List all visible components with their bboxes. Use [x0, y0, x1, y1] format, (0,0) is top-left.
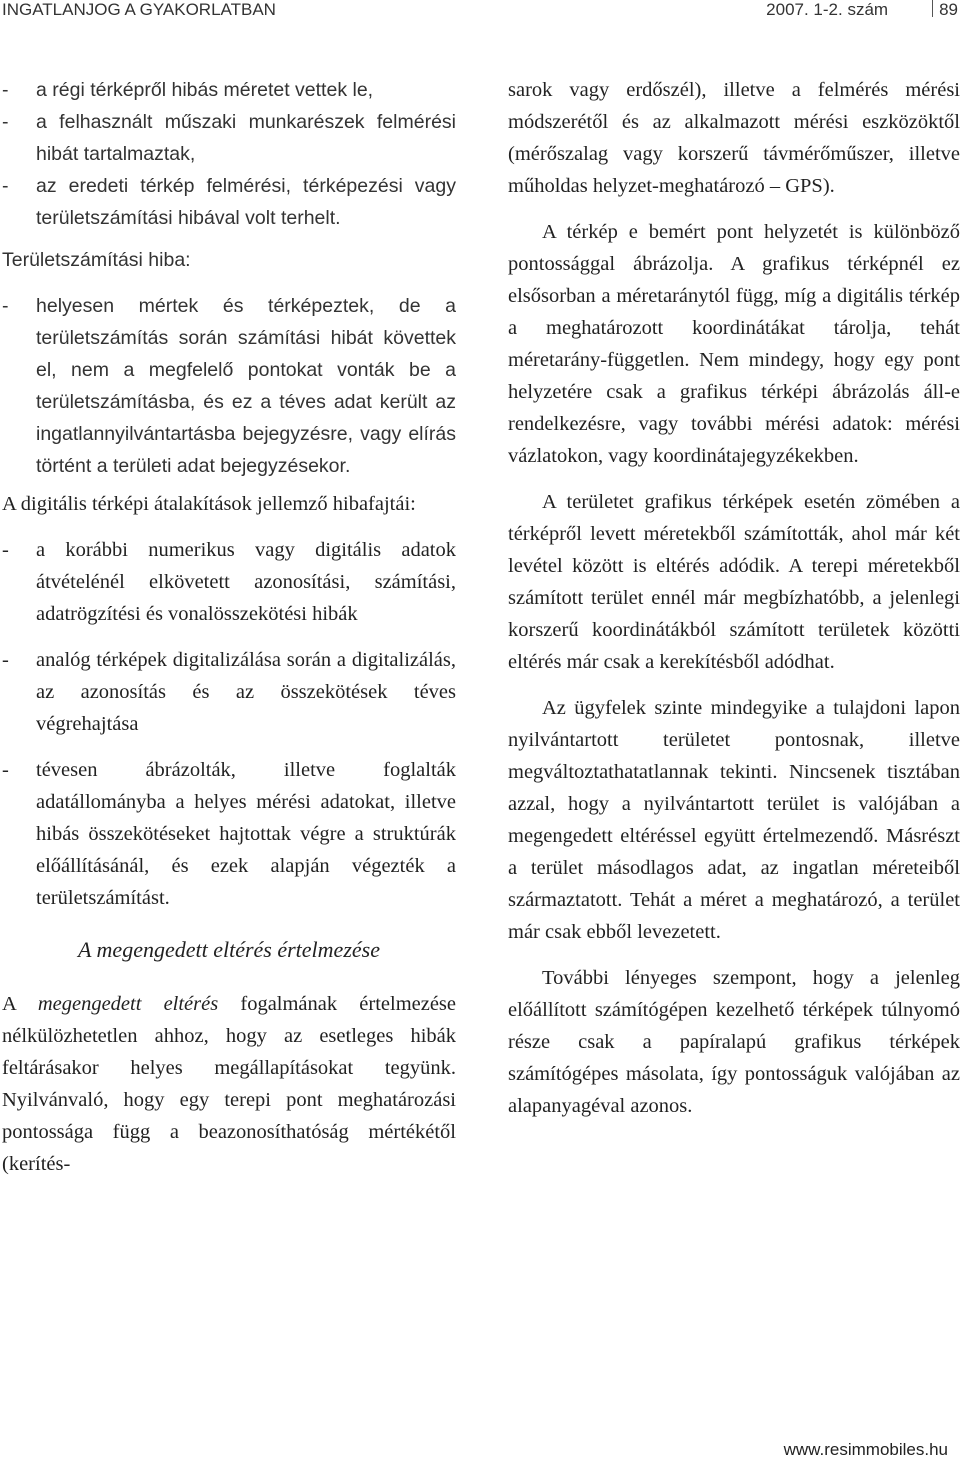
digital-error-list	[2, 534, 456, 914]
paragraph: A területet grafikus térképek esetén zömében a térképről levett méretekből számították, ahol már két levétel között is eltérés adódik. A terepi méretekből számított terület ennél már megbízhatóbb, a jelenlegi korszerű koordinátákból számított területek közötti eltérés már csak a kerekítésből adódhat.	[508, 491, 960, 673]
left-column	[2, 74, 456, 1180]
list-dash: -	[2, 175, 9, 197]
list-dash: -	[2, 79, 9, 101]
section-subheading: A megengedett eltérés értelmezése	[78, 937, 380, 962]
list-item: - az eredeti térkép felmérési, térképezési vagy területszámítási hibával volt terhelt.	[2, 170, 456, 234]
emphasis-term: megengedett eltérés	[37, 993, 219, 1015]
page-number: 89	[939, 0, 958, 19]
list-item: - a korábbi numerikus vagy digitális adatok átvételénél elkövetett azonosítási, számítási, adatrögzítési és vonalösszekötési hibák	[2, 534, 456, 630]
footer-url[interactable]: www.resimmobiles.hu	[783, 1440, 948, 1459]
list-item: - a felhasznált műszaki munkarészek felmérési hibát tartalmaztak,	[2, 106, 456, 170]
section-heading: Területszámítási hiba:	[2, 249, 191, 271]
paragraph: További lényeges szempont, hogy a jelenleg előállított számítógépen kezelhető térképek túlnyomó része csak a papíralapú grafikus térképek számítógépes másolata, így pontosságuk valójában az alapanyagéval azonos.	[508, 967, 960, 1117]
paragraph: A megengedett eltérés fogalmának értelmezése nélkülözhetetlen ahhoz, hogy az esetleges hibák feltárásakor helyes megállapításokat tegyünk. Nyilvánvaló, hogy egy terepi pont meghatározási pontossága függ a beazonosíthatóság mértékétől (kerítés-	[2, 993, 457, 1175]
list-item: - a régi térképről hibás méretet vettek le,	[2, 74, 456, 106]
list-item: - tévesen ábrázolták, illetve foglalták adatállományba a helyes mérési adatokat, illetve hibás összekötéseket hajtottak végre a struktúrák előállításánál, és ezek alapján végezték a területszámítást.	[2, 754, 456, 914]
list-dash: -	[2, 649, 9, 671]
cause-list	[2, 74, 456, 482]
list-dash: -	[2, 295, 9, 317]
list-dash: -	[2, 539, 9, 561]
page-header	[0, 0, 960, 28]
journal-title: INGATLANJOG A GYAKORLATBAN	[2, 0, 276, 19]
paragraph: sarok vagy erdőszél), illetve a felmérés mérési módszerétől és az alkalmazott mérési eszközöktől (mérőszalag vagy korszerű távmérőműszer, illetve műholdas helyzet-meghatározó – GPS).	[508, 79, 960, 197]
paragraph: A digitális térképi átalakítások jellemző hibafajtái:	[2, 493, 416, 515]
right-column	[508, 74, 960, 1122]
paragraph: Az ügyfelek szinte mindegyike a tulajdoni lapon nyilvántartott területet pontosnak, illetve megváltoztathatatlannak tekinti. Nincsenek tisztában azzal, hogy a nyilvántartott terület is valójában a megengedett eltéréssel együtt értelmezendő. Másrészt a terület másodlagos adat, az ingatlan méreteiből származtatott. Tehát a méret a meghatározó, a terület már csak ebből levezetett.	[508, 697, 960, 943]
header-divider	[932, 0, 933, 17]
issue-and-page	[766, 0, 958, 20]
list-item: - helyesen mértek és térképeztek, de a területszámítás során számítási hibát követtek el, nem a megfelelő pontokat vonták be a területszámításba, és ez a téves adat került az ingatlannyilvántartásba bejegyzésre, vagy elírás történt a területi adat bejegyzésekor.	[2, 290, 456, 482]
list-item: - analóg térképek digitalizálása során a digitalizálás, az azonosítás és az összekötések téves végrehajtása	[2, 644, 456, 740]
list-dash: -	[2, 111, 9, 133]
list-dash: -	[2, 759, 9, 781]
issue-label: 2007. 1-2. szám	[766, 0, 889, 19]
paragraph: A térkép e bemért pont helyzetét is különböző pontossággal ábrázolja. A grafikus térképnél ez elsősorban a méretaránytól függ, míg a digitális térkép a meghatározott koordinátákat tárolja, tehát méretarány-független. Nem mindegy, hogy egy pont helyzetére csak a grafikus térképi ábrázolás áll-e rendelkezésre, vagy további mérési adatok: mérési vázlatokon, vagy koordinátajegyzékekben.	[508, 221, 960, 467]
